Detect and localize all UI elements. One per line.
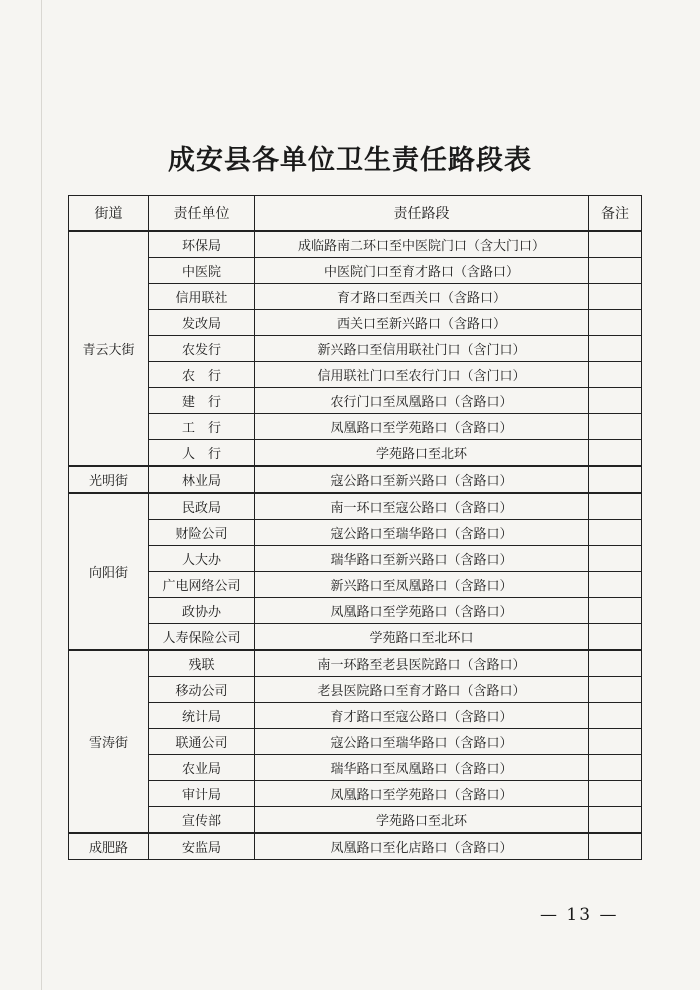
unit-cell: 联通公司 bbox=[149, 729, 255, 755]
table-row bbox=[69, 807, 642, 834]
section-cell: 农行门口至凤凰路口（含路口） bbox=[255, 388, 589, 414]
table-row bbox=[69, 310, 642, 336]
table-row bbox=[69, 677, 642, 703]
unit-cell: 人寿保险公司 bbox=[149, 624, 255, 651]
note-cell bbox=[589, 284, 642, 310]
section-cell: 南一环口至寇公路口（含路口） bbox=[255, 493, 589, 520]
section-cell: 凤凰路口至学苑路口（含路口） bbox=[255, 414, 589, 440]
section-cell: 中医院门口至育才路口（含路口） bbox=[255, 258, 589, 284]
table-row bbox=[69, 493, 642, 520]
table-row bbox=[69, 650, 642, 677]
table-row bbox=[69, 833, 642, 860]
section-cell: 老县医院路口至育才路口（含路口） bbox=[255, 677, 589, 703]
note-cell bbox=[589, 466, 642, 493]
table-row bbox=[69, 231, 642, 258]
column-header-section: 责任路段 bbox=[255, 196, 589, 232]
unit-cell: 安监局 bbox=[149, 833, 255, 860]
note-cell bbox=[589, 258, 642, 284]
note-cell bbox=[589, 807, 642, 834]
table-row bbox=[69, 388, 642, 414]
section-cell: 西关口至新兴路口（含路口） bbox=[255, 310, 589, 336]
section-cell: 寇公路口至新兴路口（含路口） bbox=[255, 466, 589, 493]
note-cell bbox=[589, 572, 642, 598]
unit-cell: 人大办 bbox=[149, 546, 255, 572]
section-cell: 育才路口至寇公路口（含路口） bbox=[255, 703, 589, 729]
note-cell bbox=[589, 546, 642, 572]
unit-cell: 审计局 bbox=[149, 781, 255, 807]
table-row bbox=[69, 362, 642, 388]
table-row bbox=[69, 598, 642, 624]
street-cell: 雪涛街 bbox=[69, 650, 149, 833]
section-cell: 凤凰路口至学苑路口（含路口） bbox=[255, 781, 589, 807]
document-title: 成安县各单位卫生责任路段表 bbox=[168, 145, 532, 176]
unit-cell: 残联 bbox=[149, 650, 255, 677]
section-cell: 信用联社门口至农行门口（含门口） bbox=[255, 362, 589, 388]
section-cell: 瑞华路口至凤凰路口（含路口） bbox=[255, 755, 589, 781]
column-header-street: 街道 bbox=[69, 196, 149, 232]
note-cell bbox=[589, 336, 642, 362]
table-header-row bbox=[69, 196, 642, 232]
note-cell bbox=[589, 624, 642, 651]
note-cell bbox=[589, 703, 642, 729]
note-cell bbox=[589, 493, 642, 520]
note-cell bbox=[589, 388, 642, 414]
note-cell bbox=[589, 440, 642, 467]
note-cell bbox=[589, 677, 642, 703]
note-cell bbox=[589, 231, 642, 258]
responsibility-table bbox=[68, 195, 642, 860]
section-cell: 瑞华路口至新兴路口（含路口） bbox=[255, 546, 589, 572]
table-body bbox=[69, 231, 642, 860]
note-cell bbox=[589, 414, 642, 440]
section-cell: 凤凰路口至化店路口（含路口） bbox=[255, 833, 589, 860]
unit-cell: 移动公司 bbox=[149, 677, 255, 703]
unit-cell: 林业局 bbox=[149, 466, 255, 493]
table-row bbox=[69, 466, 642, 493]
section-cell: 学苑路口至北环口 bbox=[255, 624, 589, 651]
unit-cell: 信用联社 bbox=[149, 284, 255, 310]
section-cell: 寇公路口至瑞华路口（含路口） bbox=[255, 520, 589, 546]
street-cell: 光明街 bbox=[69, 466, 149, 493]
unit-cell: 统计局 bbox=[149, 703, 255, 729]
street-cell: 青云大街 bbox=[69, 231, 149, 466]
note-cell bbox=[589, 310, 642, 336]
section-cell: 学苑路口至北环 bbox=[255, 440, 589, 467]
column-header-unit: 责任单位 bbox=[149, 196, 255, 232]
unit-cell: 建 行 bbox=[149, 388, 255, 414]
section-cell: 寇公路口至瑞华路口（含路口） bbox=[255, 729, 589, 755]
unit-cell: 政协办 bbox=[149, 598, 255, 624]
table-row bbox=[69, 546, 642, 572]
table-row bbox=[69, 440, 642, 467]
unit-cell: 人 行 bbox=[149, 440, 255, 467]
unit-cell: 工 行 bbox=[149, 414, 255, 440]
section-cell: 新兴路口至信用联社门口（含门口） bbox=[255, 336, 589, 362]
unit-cell: 宣传部 bbox=[149, 807, 255, 834]
note-cell bbox=[589, 781, 642, 807]
unit-cell: 环保局 bbox=[149, 231, 255, 258]
unit-cell: 财险公司 bbox=[149, 520, 255, 546]
street-cell: 向阳街 bbox=[69, 493, 149, 650]
unit-cell: 农业局 bbox=[149, 755, 255, 781]
unit-cell: 广电网络公司 bbox=[149, 572, 255, 598]
table-row bbox=[69, 284, 642, 310]
note-cell bbox=[589, 833, 642, 860]
section-cell: 新兴路口至凤凰路口（含路口） bbox=[255, 572, 589, 598]
unit-cell: 农发行 bbox=[149, 336, 255, 362]
table-row bbox=[69, 520, 642, 546]
table-row bbox=[69, 572, 642, 598]
table-row bbox=[69, 781, 642, 807]
note-cell bbox=[589, 520, 642, 546]
note-cell bbox=[589, 598, 642, 624]
unit-cell: 发改局 bbox=[149, 310, 255, 336]
note-cell bbox=[589, 362, 642, 388]
table-row bbox=[69, 755, 642, 781]
note-cell bbox=[589, 729, 642, 755]
note-cell bbox=[589, 650, 642, 677]
section-cell: 凤凰路口至学苑路口（含路口） bbox=[255, 598, 589, 624]
section-cell: 南一环路至老县医院路口（含路口） bbox=[255, 650, 589, 677]
unit-cell: 中医院 bbox=[149, 258, 255, 284]
column-header-note: 备注 bbox=[589, 196, 642, 232]
table-row bbox=[69, 258, 642, 284]
table-row bbox=[69, 703, 642, 729]
section-cell: 学苑路口至北环 bbox=[255, 807, 589, 834]
page-number: — 13 — bbox=[540, 905, 619, 925]
table-row bbox=[69, 624, 642, 651]
table-row bbox=[69, 336, 642, 362]
unit-cell: 农 行 bbox=[149, 362, 255, 388]
section-cell: 成临路南二环口至中医院门口（含大门口） bbox=[255, 231, 589, 258]
unit-cell: 民政局 bbox=[149, 493, 255, 520]
table-row bbox=[69, 729, 642, 755]
note-cell bbox=[589, 755, 642, 781]
street-cell: 成肥路 bbox=[69, 833, 149, 860]
table-row bbox=[69, 414, 642, 440]
section-cell: 育才路口至西关口（含路口） bbox=[255, 284, 589, 310]
